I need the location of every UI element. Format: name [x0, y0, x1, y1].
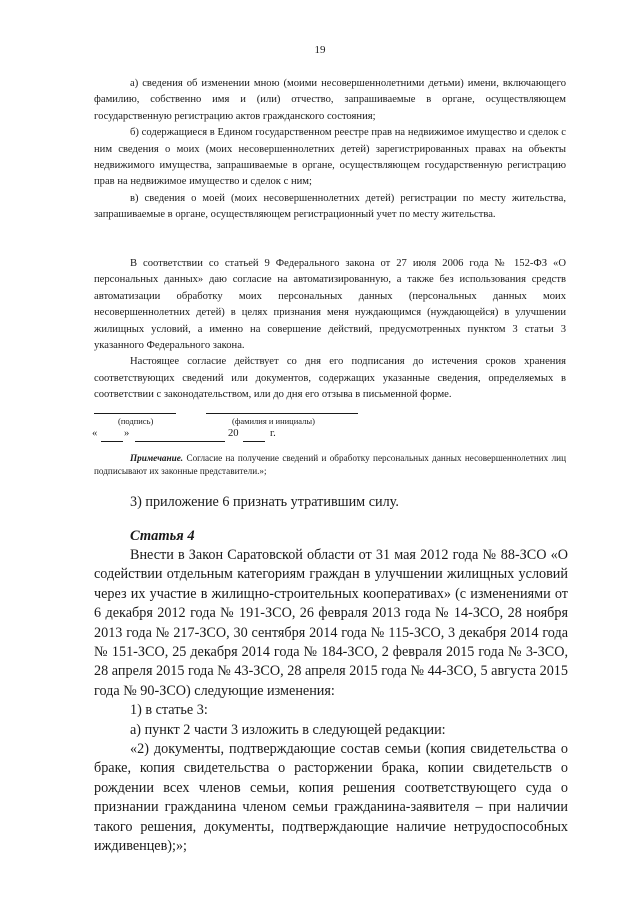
signature-caption: (подпись) — [118, 416, 154, 426]
date-day-line — [101, 441, 123, 442]
article-body — [94, 546, 568, 857]
quote-2: «2) документы, подтверждающие состав семьи (копия свидетельства о браке, копия свидетельства о расторжении брака, копии свидетельств о рождении всех членов семьи, копия решения соответствующего суда о признании гражданина членом семьи гражданина-заявителя – при наличии такого решения, документы, подтверждающие наличие нетрудоспособных иждивенцев);»; — [94, 741, 568, 855]
date-year-suffix: г. — [270, 428, 276, 439]
name-line — [206, 413, 358, 414]
line-1: 1) в статье 3: — [130, 702, 208, 719]
note — [94, 452, 566, 479]
date-month-line — [135, 441, 225, 442]
note-label: Примечание. — [130, 453, 184, 463]
item-3: 3) приложение 6 признать утратившим силу. — [130, 494, 399, 510]
date-close-quote: » — [124, 428, 130, 439]
consent-item-a: а) сведения об изменении мною (моими несовершеннолетними детьми) имени, включающего фамилию, собственно имя и (или) отчество, запрашиваемые в органе, осуществляющем государственную регистрацию актов гражданского состояния; — [94, 78, 566, 122]
consent-paragraph-1: В соответствии со статьей 9 Федерального закона от 27 июля 2006 года № 152-ФЗ «О персональных данных» даю согласие на автоматизированную, а также без использования средств автоматизации обработку моих персональных данных (персональных данных моих несовершеннолетних детей) в целях признания меня нуждающимся (нуждающейся) в улучшении жилищных условий, а именно на совершение действий, предусмотренных пунктом 3 статьи 3 указанного Федерального закона. — [94, 258, 566, 352]
date-open-quote: « — [92, 428, 98, 439]
article-title: Статья 4 — [130, 528, 195, 544]
consent-item-b: б) содержащиеся в Едином государственном реестре прав на недвижимое имущество и сделок с ним сведения о моих (моих несовершеннолетних детей) зарегистрированных правах на объекты недвижимого имущества, запрашиваемые в органе, осуществляющем государственную регистрацию прав на недвижимое имущество и сделок с ним; — [94, 127, 566, 188]
consent-paragraph-2: Настоящее согласие действует со дня его подписания до истечения сроков хранения соответствующих сведений или документов, содержащих указанные сведения, определяемых в соответствии с законодательством, или до дня его отзыва в письменной форме. — [94, 356, 566, 401]
name-caption: (фамилия и инициалы) — [232, 416, 315, 426]
page-number: 19 — [314, 44, 326, 56]
signature-line — [94, 413, 176, 414]
consent-paragraphs — [94, 256, 566, 404]
consent-item-c: в) сведения о моей (моих несовершеннолетних детей) регистрации по месту жительства, запрашиваемые в органе, осуществляющем регистрационный учет по месту жительства. — [94, 192, 566, 221]
note-text: Согласие на получение сведений и обработку персональных данных несовершеннолетних лиц подписывают их законные представители.»; — [94, 453, 566, 477]
date-year-prefix: 20 — [228, 428, 239, 439]
consent-items — [94, 76, 566, 224]
article-intro: Внести в Закон Саратовской области от 31 мая 2012 года № 88-ЗСО «О содействии отдельным категориям граждан в улучшении жилищных условий через их участие в жилищно-строительных кооперативах» (с изменениями от 6 декабря 2012 года № 191-ЗСО, 26 февраля 2013 года № 14-ЗСО, 28 ноября 2013 года № 217-ЗСО, 30 сентября 2014 года № 115-ЗСО, 3 декабря 2014 года № 151-ЗСО, 25 декабря 2014 года № 184-ЗСО, 2 февраля 2015 года № 3-ЗСО, 28 апреля 2015 года № 43-ЗСО, 28 апреля 2015 года № 44-ЗСО, 5 августа 2015 года № 90-ЗСО) следующие изменения: — [94, 547, 568, 699]
line-a: а) пункт 2 части 3 изложить в следующей редакции: — [130, 721, 446, 738]
date-year-line — [243, 441, 265, 442]
